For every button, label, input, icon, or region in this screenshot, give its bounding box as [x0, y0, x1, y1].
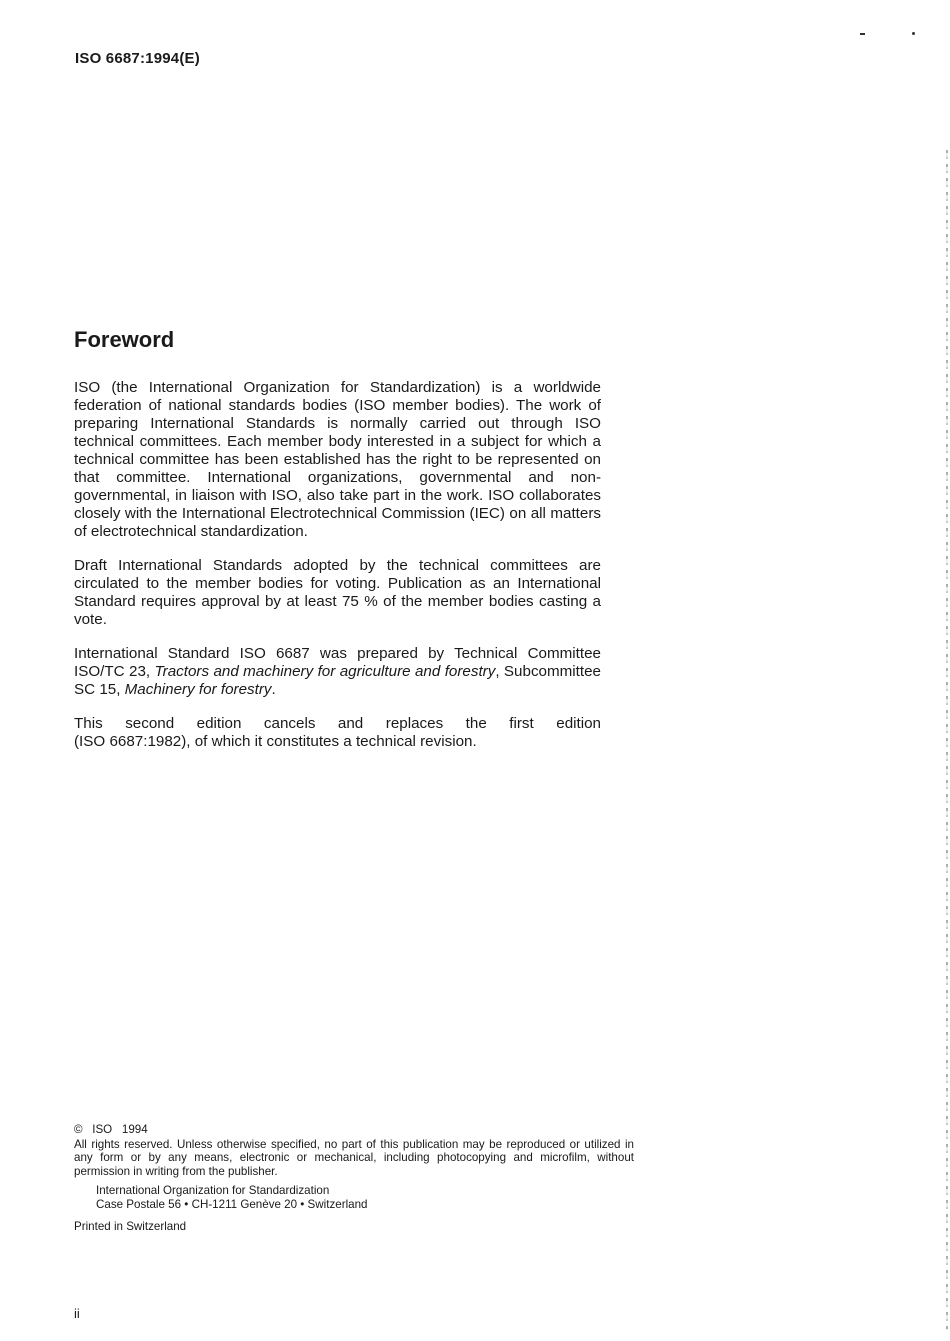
preparation-text-1: International Standard ISO 6687 was prepared by Technical Committee ISO/TC 23, [74, 645, 601, 680]
paragraph-draft-standards: Draft International Standards adopted by the technical committees are circulated to the member bodies for voting. Publication as an International Standard requires approval by at least 75 % of the member bodies casting a vote. [74, 557, 601, 628]
copyright-symbol: © [74, 1123, 83, 1136]
section-title: Foreword [74, 327, 175, 352]
preparation-text-2: , Subcommittee SC 15, [74, 663, 601, 698]
copyright-holder: ISO [92, 1123, 113, 1136]
copyright-block [74, 1123, 634, 1234]
rights-statement: All rights reserved. Unless otherwise specified, no part of this publication may be reproduced or utilized in any form or by any means, electronic or mechanical, including photocopying and microfilm, without permission in writing from the publisher. [74, 1137, 634, 1178]
publisher-name: International Organization for Standardization [96, 1184, 330, 1197]
postal-address: Case Postale 56 • CH-1211 Genève 20 • Switzerland [96, 1197, 368, 1211]
scan-edge-artifact [946, 150, 948, 1330]
scan-dot [912, 32, 915, 35]
copyright-line [74, 1123, 634, 1137]
page-number: ii [74, 1306, 80, 1321]
document-code: ISO 6687:1994(E) [75, 50, 200, 67]
paragraph-preparation [74, 645, 601, 699]
foreword-body [74, 379, 601, 767]
paragraph-edition [74, 715, 601, 751]
edition-line-1: This second edition cancels and replaces the first edition [74, 715, 601, 732]
committee-name: Tractors and machinery for agriculture and forestry [154, 663, 496, 680]
paragraph-iso-description: ISO (the International Organization for Standardization) is a worldwide federation of national standards bodies (ISO member bodies). The work of preparing International Standards is normally carried out through ISO technical committees. Each member body interested in a subject for which a technical committee has been established has the right to be represented on that committee. International organizations, governmental and non-governmental, in liaison with ISO, also take part in the work. ISO collaborates closely with the International Electrotechnical Commission (IEC) on all matters of electrotechnical standardization. [74, 379, 601, 540]
scan-mark [860, 33, 865, 35]
copyright-year: 1994 [121, 1123, 148, 1136]
printed-location: Printed in Switzerland [74, 1220, 187, 1233]
publisher-address [96, 1184, 634, 1211]
preparation-text-3: . [271, 681, 276, 698]
subcommittee-name: Machinery for forestry [124, 681, 272, 698]
edition-line-2: (ISO 6687:1982), of which it constitutes a technical revision. [74, 733, 477, 750]
